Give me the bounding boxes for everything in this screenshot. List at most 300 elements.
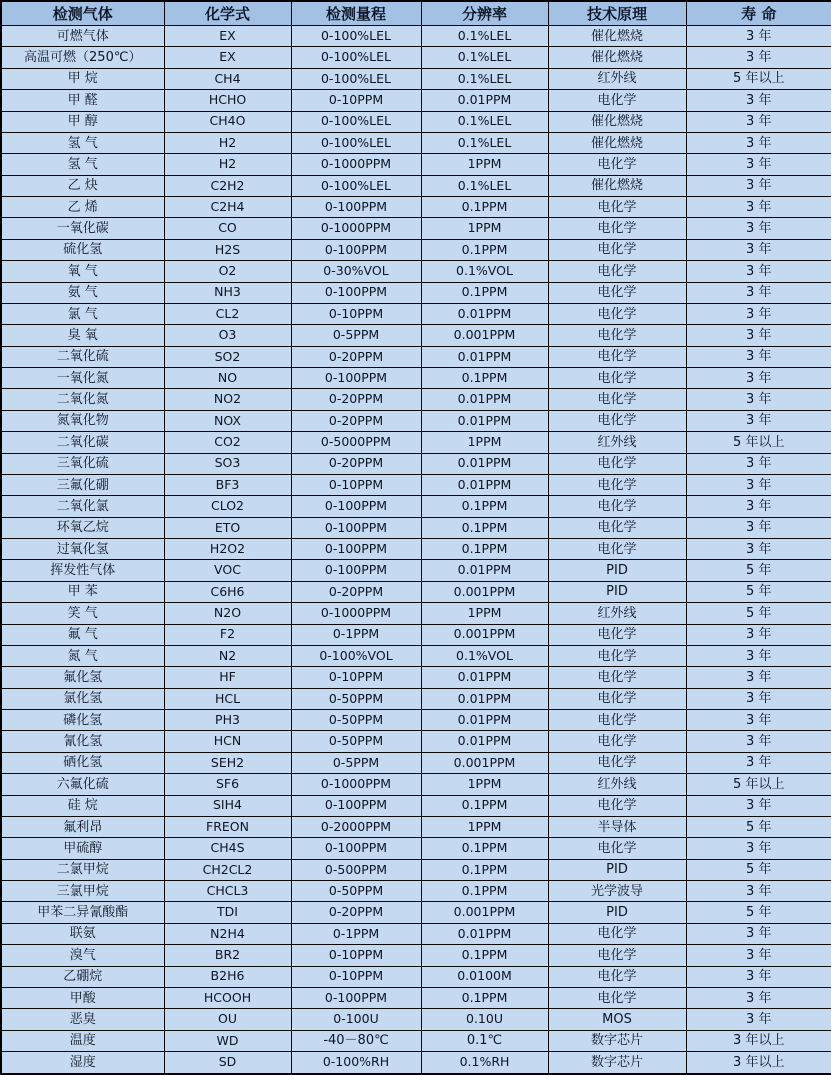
table-row — [1, 774, 831, 795]
cell-resolution: 0.01PPM — [421, 303, 548, 324]
cell-principle: 电化学 — [548, 197, 686, 218]
cell-range: 0-100PPM — [291, 539, 421, 560]
cell-range: 0-10PPM — [291, 90, 421, 111]
column-header-formula: 化学式 — [164, 1, 291, 26]
cell-lifespan: 3 年 — [686, 710, 831, 731]
cell-lifespan: 3 年 — [686, 645, 831, 666]
cell-gas: 挥发性气体 — [1, 560, 164, 581]
cell-gas: 高温可燃（250℃） — [1, 47, 164, 68]
table-row — [1, 90, 831, 111]
cell-gas: 乙硼烷 — [1, 966, 164, 987]
cell-formula: C6H6 — [164, 581, 291, 602]
table-row — [1, 218, 831, 239]
cell-gas: 二氧化氮 — [1, 389, 164, 410]
cell-range: 0-10PPM — [291, 966, 421, 987]
cell-formula: EX — [164, 26, 291, 47]
cell-formula: SIH4 — [164, 795, 291, 816]
cell-formula: FREON — [164, 816, 291, 837]
cell-lifespan: 3 年 — [686, 26, 831, 47]
cell-range: 0-500PPM — [291, 859, 421, 880]
cell-principle: 催化燃烧 — [548, 111, 686, 132]
cell-lifespan: 3 年以上 — [686, 1052, 831, 1075]
cell-principle: 红外线 — [548, 774, 686, 795]
cell-resolution: 0.001PPM — [421, 902, 548, 923]
cell-range: 0-5PPM — [291, 752, 421, 773]
cell-range: 0-100PPM — [291, 368, 421, 389]
cell-formula: HCHO — [164, 90, 291, 111]
cell-formula: C2H4 — [164, 197, 291, 218]
cell-formula: WD — [164, 1030, 291, 1051]
cell-gas: 乙 炔 — [1, 175, 164, 196]
cell-gas: 一氧化氮 — [1, 368, 164, 389]
cell-lifespan: 3 年 — [686, 731, 831, 752]
cell-resolution: 0.01PPM — [421, 453, 548, 474]
cell-lifespan: 3 年 — [686, 752, 831, 773]
cell-gas: 过氧化氢 — [1, 539, 164, 560]
cell-range: 0-50PPM — [291, 710, 421, 731]
cell-principle: 电化学 — [548, 303, 686, 324]
cell-lifespan: 5 年以上 — [686, 432, 831, 453]
cell-principle: 电化学 — [548, 645, 686, 666]
cell-lifespan: 3 年 — [686, 496, 831, 517]
table-row — [1, 624, 831, 645]
table-row — [1, 987, 831, 1008]
cell-formula: CL2 — [164, 303, 291, 324]
cell-lifespan: 3 年 — [686, 539, 831, 560]
cell-formula: SO2 — [164, 346, 291, 367]
table-body — [1, 26, 831, 1075]
column-header-gas: 检测气体 — [1, 1, 164, 26]
cell-gas: 硒化氢 — [1, 752, 164, 773]
table-row — [1, 603, 831, 624]
cell-lifespan: 3 年 — [686, 47, 831, 68]
cell-lifespan: 5 年 — [686, 902, 831, 923]
cell-formula: H2 — [164, 132, 291, 153]
cell-gas: 环氧乙烷 — [1, 517, 164, 538]
cell-gas: 硫化氢 — [1, 239, 164, 260]
cell-resolution: 0.1%LEL — [421, 47, 548, 68]
cell-lifespan: 3 年 — [686, 197, 831, 218]
table-row — [1, 881, 831, 902]
cell-range: 0-1000PPM — [291, 218, 421, 239]
cell-resolution: 1PPM — [421, 774, 548, 795]
cell-principle: 电化学 — [548, 539, 686, 560]
cell-lifespan: 3 年 — [686, 1009, 831, 1030]
cell-lifespan: 5 年 — [686, 603, 831, 624]
cell-lifespan: 3 年 — [686, 239, 831, 260]
cell-resolution: 0.001PPM — [421, 752, 548, 773]
cell-formula: NH3 — [164, 282, 291, 303]
cell-formula: BR2 — [164, 945, 291, 966]
cell-range: 0-100%LEL — [291, 111, 421, 132]
cell-range: 0-1000PPM — [291, 774, 421, 795]
cell-formula: PH3 — [164, 710, 291, 731]
cell-resolution: 0.1%LEL — [421, 26, 548, 47]
table-row — [1, 731, 831, 752]
cell-principle: 电化学 — [548, 410, 686, 431]
cell-range: 0-50PPM — [291, 881, 421, 902]
cell-lifespan: 3 年 — [686, 966, 831, 987]
cell-gas: 氢 气 — [1, 154, 164, 175]
cell-principle: 电化学 — [548, 517, 686, 538]
cell-principle: 电化学 — [548, 752, 686, 773]
cell-resolution: 0.01PPM — [421, 90, 548, 111]
cell-resolution: 0.1%LEL — [421, 68, 548, 89]
cell-principle: 电化学 — [548, 987, 686, 1008]
cell-principle: 数字芯片 — [548, 1030, 686, 1051]
cell-resolution: 0.1PPM — [421, 496, 548, 517]
cell-formula: O2 — [164, 261, 291, 282]
cell-principle: 电化学 — [548, 325, 686, 346]
cell-gas: 硅 烷 — [1, 795, 164, 816]
cell-formula: CLO2 — [164, 496, 291, 517]
cell-gas: 六氟化硫 — [1, 774, 164, 795]
cell-resolution: 0.1PPM — [421, 838, 548, 859]
table-row — [1, 47, 831, 68]
cell-formula: H2S — [164, 239, 291, 260]
cell-principle: 电化学 — [548, 453, 686, 474]
cell-formula: H2O2 — [164, 539, 291, 560]
cell-resolution: 0.1%LEL — [421, 111, 548, 132]
cell-lifespan: 3 年 — [686, 945, 831, 966]
cell-principle: 催化燃烧 — [548, 132, 686, 153]
table-row — [1, 560, 831, 581]
cell-resolution: 1PPM — [421, 218, 548, 239]
cell-range: 0-50PPM — [291, 731, 421, 752]
cell-principle: 电化学 — [548, 282, 686, 303]
table-row — [1, 923, 831, 944]
cell-formula: EX — [164, 47, 291, 68]
cell-resolution: 0.1%RH — [421, 1052, 548, 1075]
table-row — [1, 902, 831, 923]
cell-range: 0-20PPM — [291, 581, 421, 602]
cell-range: 0-1PPM — [291, 923, 421, 944]
cell-resolution: 0.1PPM — [421, 282, 548, 303]
cell-principle: 电化学 — [548, 838, 686, 859]
table-row — [1, 859, 831, 880]
cell-gas: 二氧化氯 — [1, 496, 164, 517]
cell-range: 0-100PPM — [291, 197, 421, 218]
cell-range: 0-1000PPM — [291, 154, 421, 175]
cell-formula: SF6 — [164, 774, 291, 795]
header-row — [1, 1, 831, 26]
cell-principle: 电化学 — [548, 154, 686, 175]
cell-formula: NO — [164, 368, 291, 389]
table-row — [1, 581, 831, 602]
cell-principle: MOS — [548, 1009, 686, 1030]
cell-principle: 电化学 — [548, 688, 686, 709]
table-header — [1, 1, 831, 26]
cell-resolution: 0.1PPM — [421, 795, 548, 816]
cell-lifespan: 5 年 — [686, 581, 831, 602]
cell-gas: 氮氧化物 — [1, 410, 164, 431]
cell-lifespan: 3 年 — [686, 175, 831, 196]
table-row — [1, 197, 831, 218]
cell-gas: 甲 醇 — [1, 111, 164, 132]
cell-resolution: 0.001PPM — [421, 624, 548, 645]
cell-range: 0-20PPM — [291, 902, 421, 923]
table-row — [1, 453, 831, 474]
cell-resolution: 1PPM — [421, 603, 548, 624]
cell-formula: BF3 — [164, 474, 291, 495]
cell-range: 0-100PPM — [291, 239, 421, 260]
cell-lifespan: 5 年 — [686, 816, 831, 837]
cell-gas: 一氧化碳 — [1, 218, 164, 239]
cell-formula: CHCL3 — [164, 881, 291, 902]
cell-resolution: 0.01PPM — [421, 410, 548, 431]
cell-lifespan: 3 年 — [686, 389, 831, 410]
column-header-principle: 技术原理 — [548, 1, 686, 26]
table-row — [1, 539, 831, 560]
cell-resolution: 0.01PPM — [421, 560, 548, 581]
cell-range: 0-10PPM — [291, 667, 421, 688]
cell-range: 0-1PPM — [291, 624, 421, 645]
cell-range: 0-100PPM — [291, 987, 421, 1008]
cell-gas: 氧 气 — [1, 261, 164, 282]
cell-lifespan: 3 年 — [686, 517, 831, 538]
cell-formula: SD — [164, 1052, 291, 1075]
cell-gas: 甲 苯 — [1, 581, 164, 602]
cell-range: 0-100%LEL — [291, 68, 421, 89]
cell-principle: PID — [548, 902, 686, 923]
cell-resolution: 0.01PPM — [421, 710, 548, 731]
cell-formula: ETO — [164, 517, 291, 538]
cell-lifespan: 3 年 — [686, 325, 831, 346]
cell-principle: 电化学 — [548, 90, 686, 111]
cell-formula: OU — [164, 1009, 291, 1030]
cell-resolution: 0.01PPM — [421, 346, 548, 367]
cell-formula: NO2 — [164, 389, 291, 410]
cell-gas: 可燃气体 — [1, 26, 164, 47]
cell-principle: 电化学 — [548, 218, 686, 239]
cell-lifespan: 3 年 — [686, 987, 831, 1008]
cell-principle: 红外线 — [548, 432, 686, 453]
cell-principle: 电化学 — [548, 795, 686, 816]
cell-gas: 温度 — [1, 1030, 164, 1051]
cell-formula: HCOOH — [164, 987, 291, 1008]
cell-gas: 二氯甲烷 — [1, 859, 164, 880]
cell-lifespan: 3 年 — [686, 474, 831, 495]
cell-gas: 氟化氢 — [1, 667, 164, 688]
cell-range: 0-20PPM — [291, 389, 421, 410]
cell-lifespan: 3 年 — [686, 667, 831, 688]
cell-lifespan: 3 年 — [686, 453, 831, 474]
cell-resolution: 0.1PPM — [421, 987, 548, 1008]
cell-gas: 氨 气 — [1, 282, 164, 303]
table-row — [1, 346, 831, 367]
cell-range: 0-100%LEL — [291, 47, 421, 68]
cell-resolution: 0.01PPM — [421, 474, 548, 495]
cell-lifespan: 3 年 — [686, 282, 831, 303]
cell-resolution: 0.1PPM — [421, 197, 548, 218]
cell-formula: NOX — [164, 410, 291, 431]
cell-gas: 乙 烯 — [1, 197, 164, 218]
table-row — [1, 261, 831, 282]
cell-lifespan: 3 年 — [686, 881, 831, 902]
cell-gas: 氟 气 — [1, 624, 164, 645]
cell-resolution: 0.1%LEL — [421, 175, 548, 196]
table-row — [1, 945, 831, 966]
cell-principle: 电化学 — [548, 923, 686, 944]
cell-principle: 电化学 — [548, 710, 686, 731]
cell-principle: 电化学 — [548, 945, 686, 966]
cell-gas: 三氟化硼 — [1, 474, 164, 495]
cell-principle: 催化燃烧 — [548, 47, 686, 68]
cell-formula: TDI — [164, 902, 291, 923]
table-row — [1, 325, 831, 346]
cell-range: 0-100%VOL — [291, 645, 421, 666]
cell-formula: O3 — [164, 325, 291, 346]
cell-formula: SEH2 — [164, 752, 291, 773]
cell-gas: 湿度 — [1, 1052, 164, 1075]
table-row — [1, 26, 831, 47]
cell-resolution: 1PPM — [421, 154, 548, 175]
cell-gas: 笑 气 — [1, 603, 164, 624]
cell-range: 0-100PPM — [291, 838, 421, 859]
cell-formula: H2 — [164, 154, 291, 175]
cell-formula: SO3 — [164, 453, 291, 474]
cell-principle: 数字芯片 — [548, 1052, 686, 1075]
cell-gas: 氢 气 — [1, 132, 164, 153]
cell-principle: 光学波导 — [548, 881, 686, 902]
cell-formula: CH4O — [164, 111, 291, 132]
table-row — [1, 368, 831, 389]
table-row — [1, 688, 831, 709]
cell-range: 0-20PPM — [291, 410, 421, 431]
cell-gas: 甲酸 — [1, 987, 164, 1008]
cell-formula: HF — [164, 667, 291, 688]
cell-gas: 甲硫醇 — [1, 838, 164, 859]
cell-range: 0-100PPM — [291, 560, 421, 581]
cell-lifespan: 3 年 — [686, 923, 831, 944]
table-row — [1, 517, 831, 538]
cell-gas: 甲苯二异氰酸酯 — [1, 902, 164, 923]
table-row — [1, 1009, 831, 1030]
cell-range: 0-5PPM — [291, 325, 421, 346]
table-row — [1, 282, 831, 303]
cell-resolution: 0.01PPM — [421, 731, 548, 752]
cell-lifespan: 3 年 — [686, 132, 831, 153]
column-header-range: 检测量程 — [291, 1, 421, 26]
cell-principle: 电化学 — [548, 966, 686, 987]
cell-range: 0-10PPM — [291, 474, 421, 495]
cell-range: 0-1000PPM — [291, 603, 421, 624]
table-row — [1, 496, 831, 517]
table-row — [1, 816, 831, 837]
cell-lifespan: 3 年 — [686, 90, 831, 111]
cell-formula: CH2CL2 — [164, 859, 291, 880]
table-row — [1, 239, 831, 260]
cell-gas: 臭 氧 — [1, 325, 164, 346]
cell-range: 0-100PPM — [291, 282, 421, 303]
cell-principle: 电化学 — [548, 731, 686, 752]
cell-resolution: 0.1PPM — [421, 239, 548, 260]
table-row — [1, 645, 831, 666]
cell-range: 0-100U — [291, 1009, 421, 1030]
cell-gas: 溴气 — [1, 945, 164, 966]
cell-formula: N2O — [164, 603, 291, 624]
cell-principle: 电化学 — [548, 474, 686, 495]
cell-range: 0-30%VOL — [291, 261, 421, 282]
cell-lifespan: 3 年 — [686, 111, 831, 132]
cell-resolution: 0.01PPM — [421, 923, 548, 944]
cell-principle: 红外线 — [548, 603, 686, 624]
table-row — [1, 175, 831, 196]
cell-principle: 电化学 — [548, 368, 686, 389]
cell-formula: F2 — [164, 624, 291, 645]
cell-resolution: 0.1℃ — [421, 1030, 548, 1051]
cell-principle: 电化学 — [548, 389, 686, 410]
cell-range: 0-100%LEL — [291, 132, 421, 153]
cell-formula: B2H6 — [164, 966, 291, 987]
cell-resolution: 0.1PPM — [421, 539, 548, 560]
table-row — [1, 795, 831, 816]
cell-gas: 磷化氢 — [1, 710, 164, 731]
cell-principle: 半导体 — [548, 816, 686, 837]
table-row — [1, 710, 831, 731]
cell-principle: 电化学 — [548, 496, 686, 517]
cell-formula: N2 — [164, 645, 291, 666]
cell-lifespan: 3 年 — [686, 838, 831, 859]
cell-gas: 氟利昂 — [1, 816, 164, 837]
cell-resolution: 0.01PPM — [421, 688, 548, 709]
cell-lifespan: 5 年 — [686, 560, 831, 581]
cell-principle: PID — [548, 581, 686, 602]
cell-resolution: 0.1%VOL — [421, 645, 548, 666]
cell-gas: 三氯甲烷 — [1, 881, 164, 902]
cell-gas: 恶臭 — [1, 1009, 164, 1030]
cell-range: 0-100%RH — [291, 1052, 421, 1075]
cell-resolution: 0.01PPM — [421, 667, 548, 688]
cell-lifespan: 3 年 — [686, 303, 831, 324]
column-header-resolution: 分辨率 — [421, 1, 548, 26]
cell-principle: 电化学 — [548, 624, 686, 645]
cell-lifespan: 5 年以上 — [686, 68, 831, 89]
cell-formula: C2H2 — [164, 175, 291, 196]
cell-resolution: 0.1PPM — [421, 945, 548, 966]
cell-gas: 联氨 — [1, 923, 164, 944]
cell-principle: PID — [548, 560, 686, 581]
cell-formula: VOC — [164, 560, 291, 581]
cell-gas: 二氧化硫 — [1, 346, 164, 367]
cell-formula: N2H4 — [164, 923, 291, 944]
cell-principle: 电化学 — [548, 667, 686, 688]
cell-gas: 二氧化碳 — [1, 432, 164, 453]
cell-gas: 甲 醛 — [1, 90, 164, 111]
cell-range: 0-100PPM — [291, 795, 421, 816]
cell-lifespan: 3 年 — [686, 218, 831, 239]
cell-lifespan: 3 年 — [686, 261, 831, 282]
cell-gas: 三氧化硫 — [1, 453, 164, 474]
cell-range: 0-100PPM — [291, 517, 421, 538]
cell-formula: CO2 — [164, 432, 291, 453]
table-row — [1, 1030, 831, 1051]
cell-principle: 电化学 — [548, 239, 686, 260]
table-row — [1, 966, 831, 987]
table-row — [1, 303, 831, 324]
cell-lifespan: 3 年 — [686, 795, 831, 816]
cell-lifespan: 3 年 — [686, 346, 831, 367]
cell-lifespan: 3 年 — [686, 688, 831, 709]
table-row — [1, 667, 831, 688]
cell-gas: 甲 烷 — [1, 68, 164, 89]
cell-formula: CH4 — [164, 68, 291, 89]
table-row — [1, 752, 831, 773]
table-row — [1, 838, 831, 859]
cell-gas: 氯 气 — [1, 303, 164, 324]
cell-formula: CH4S — [164, 838, 291, 859]
cell-range: 0-10PPM — [291, 945, 421, 966]
